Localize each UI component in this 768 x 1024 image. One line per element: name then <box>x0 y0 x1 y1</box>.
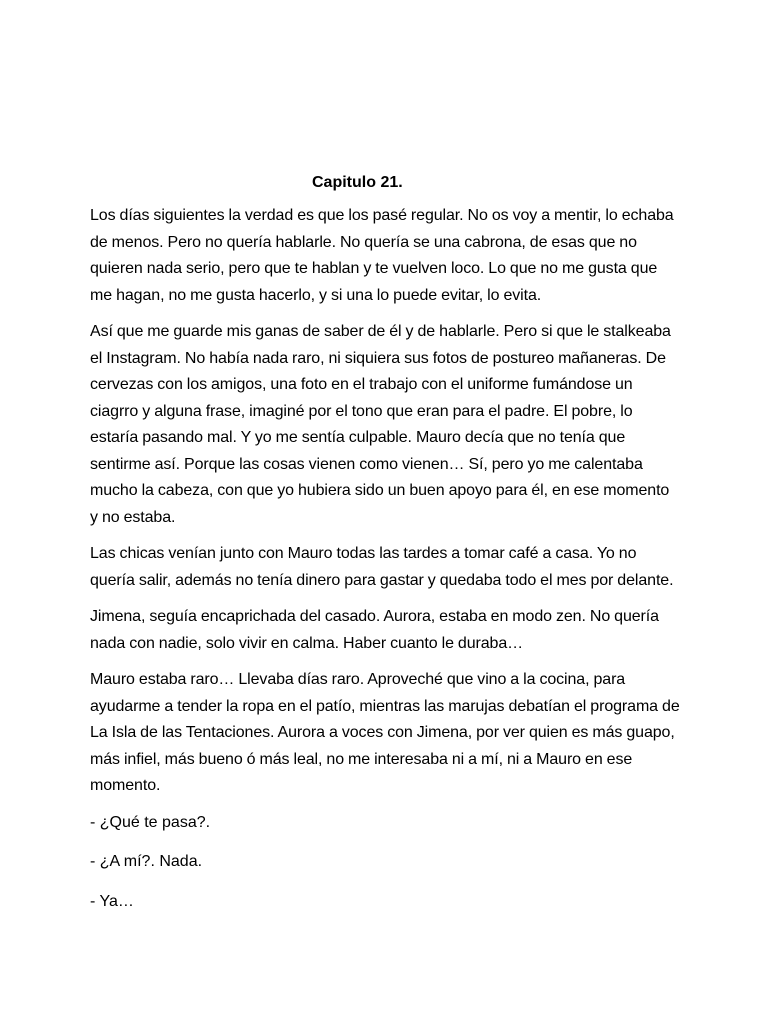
document-body <box>90 171 680 928</box>
chapter-title: Capitulo 21. <box>312 174 403 191</box>
dialogue-line-2: - ¿A mí?. Nada. <box>90 853 203 870</box>
paragraph-4: Jimena, seguía encaprichada del casado. Aurora, estaba en modo zen. No quería nada con nadie, solo vivir en calma. Haber cuanto le duraba… <box>90 608 659 652</box>
paragraph-3: Las chicas venían junto con Mauro todas las tardes a tomar café a casa. Yo no quería salir, además no tenía dinero para gastar y quedaba todo el mes por delante. <box>90 545 674 589</box>
dialogue-line-1: - ¿Qué te pasa?. <box>90 813 211 831</box>
paragraph-2: Así que me guarde mis ganas de saber de él y de hablarle. Pero si que le stalkeaba el Instagram. No había nada raro, ni siquiera sus fotos de postureo mañaneras. De cervezas con los amigos, una foto en el trabajo con el uniforme fumándose un ciagrro y alguna frase, imaginé por el tono que eran para el padre. El pobre, lo estaría pasando mal. Y yo me sentía culpable. Mauro decía que no tenía que sentirme así. Porque las cosas vienen como vienen… Sí, pero yo me calentaba mucho la cabeza, con que yo hubiera sido un buen apoyo para él, en ese momento y no estaba. <box>90 323 671 526</box>
paragraph-1: Los días siguientes la verdad es que los pasé regular. No os voy a mentir, lo echaba de menos. Pero no quería hablarle. No quería se una cabrona, de esas que no quieren nada serio, pero que te hablan y te vuelven loco. Lo que no me gusta que me hagan, no me gusta hacerlo, y si una lo puede evitar, lo evita. <box>90 207 674 304</box>
paragraph-5: Mauro estaba raro… Llevaba días raro. Aproveché que vino a la cocina, para ayudarme a tender la ropa en el patío, mientras las marujas debatían el programa de La Isla de las Tentaciones. Aurora a voces con Jimena, por ver quien es más guapo, más infiel, más bueno ó más leal, no me interesaba ni a mí, ni a Mauro en ese momento. <box>90 671 680 794</box>
dialogue-line-3: - Ya… <box>90 892 134 910</box>
